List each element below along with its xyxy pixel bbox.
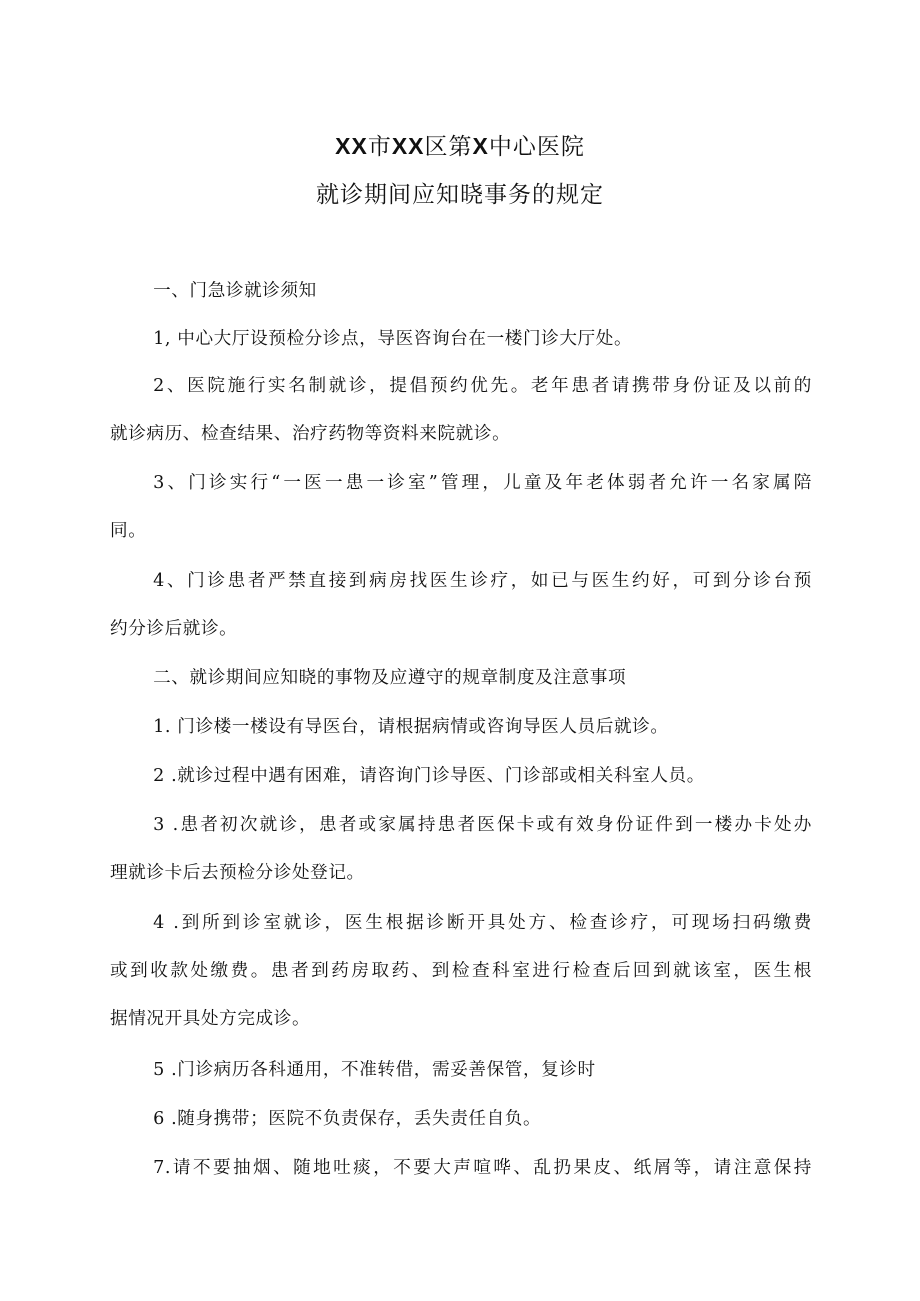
line: 就诊病历、检查结果、治疗药物等资料来院就诊。: [110, 424, 511, 444]
title-part: X: [472, 133, 489, 159]
section-1-item-2: [110, 362, 812, 458]
section-2-item-5: [110, 1046, 812, 1094]
section-1-item-1: [110, 315, 812, 363]
section-2-item-4: [110, 899, 812, 1043]
title-part: XX: [335, 133, 368, 159]
line: 4、门诊患者严禁直接到病房找医生诊疗，如已与医生约好，可到分诊台预: [153, 571, 812, 591]
line: 2、医院施行实名制就诊，提倡预约优先。老年患者请携带身份证及以前的: [153, 376, 812, 396]
title-part: 区第: [424, 134, 473, 160]
line: 1, 中心大厅设预检分诊点，导医咨询台在一楼门诊大厅处。: [153, 329, 633, 349]
line: 一、门急诊就诊须知: [153, 281, 317, 301]
line: 3 .患者初次就诊，患者或家属持患者医保卡或有效身份证件到一楼办卡处办: [153, 815, 812, 835]
line: 二、就诊期间应知晓的事物及应遵守的规章制度及注意事项: [153, 668, 627, 688]
section-2-item-2: [110, 752, 812, 800]
line: 或到收款处缴费。患者到药房取药、到检查科室进行检查后回到就该室，医生根: [110, 961, 812, 981]
line: 6 .随身携带；医院不负责保存，丢失责任自负。: [153, 1109, 542, 1129]
section-2-item-1: [110, 703, 812, 751]
title-part: 市: [367, 134, 392, 160]
section-2-item-3: [110, 801, 812, 897]
line: 同。: [110, 521, 147, 541]
line: 3、门诊实行“一医一患一诊室”管理，儿童及年老体弱者允许一名家属陪: [153, 473, 812, 493]
title-part: XX: [391, 133, 425, 159]
section-2-item-7: [110, 1144, 812, 1192]
document-title-hospital: [0, 128, 920, 161]
line: 理就诊卡后去预检分诊处登记。: [110, 863, 365, 883]
line: 约分诊后就诊。: [110, 619, 238, 639]
line: 4 .到所到诊室就诊，医生根据诊断开具处方、检查诊疗，可现场扫码缴费: [153, 913, 812, 933]
line: 7.请不要抽烟、随地吐痰，不要大声喧哗、乱扔果皮、纸屑等，请注意保持: [153, 1158, 812, 1178]
title-part: 中心医院: [488, 134, 585, 160]
line: 5 .门诊病历各科通用，不准转借，需妥善保管，复诊时: [153, 1060, 596, 1080]
section-heading-1: [110, 267, 812, 315]
line: 2 .就诊过程中遇有困难，请咨询门诊导医、门诊部或相关科室人员。: [153, 766, 705, 786]
section-1-item-4: [110, 557, 812, 653]
section-1-item-3: [110, 459, 812, 555]
document-title-regulation: 就诊期间应知晓事务的规定: [316, 182, 604, 208]
line: 据情况开具处方完成诊。: [110, 1009, 311, 1029]
section-heading-2: [110, 654, 812, 702]
section-2-item-6: [110, 1095, 812, 1143]
line: 1. 门诊楼一楼设有导医台，请根据病情或咨询导医人员后就诊。: [153, 717, 669, 737]
